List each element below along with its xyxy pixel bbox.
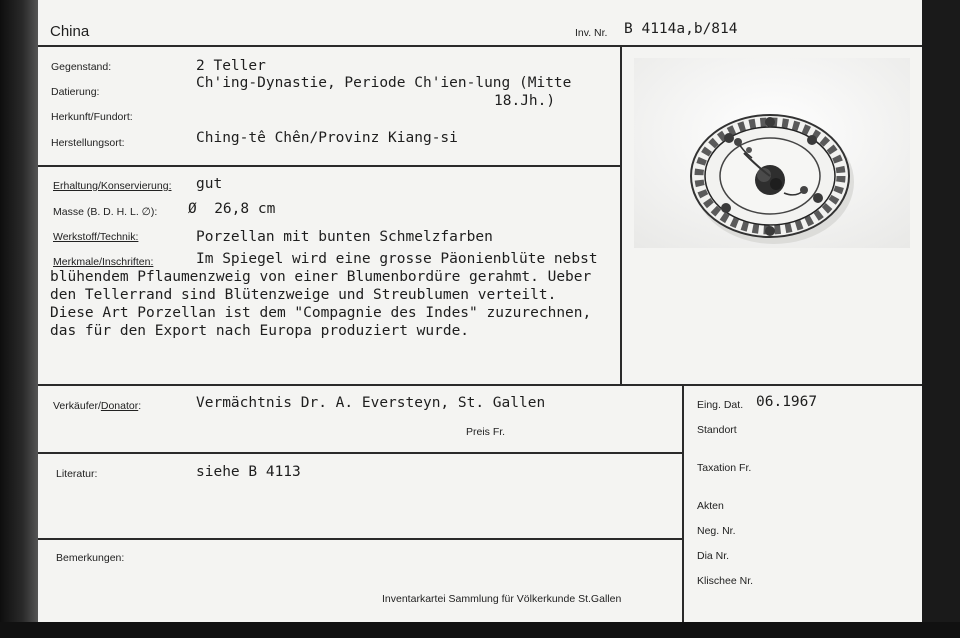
datierung-label: Datierung: [51, 86, 100, 98]
merkmale-line2: blühendem Pflaumenzweig von einer Blumenbordüre gerahmt. Ueber [50, 269, 592, 285]
gegenstand-value: 2 Teller [196, 58, 266, 74]
plate-image [634, 58, 910, 248]
plate-photograph [634, 58, 910, 248]
verkaeufer-value: Vermächtnis Dr. A. Eversteyn, St. Gallen [196, 395, 546, 411]
photo-divider [620, 45, 622, 385]
klischee-nr-label: Klischee Nr. [697, 575, 754, 587]
card-bottom-edge [0, 622, 960, 638]
section-divider-1 [38, 165, 622, 167]
neg-nr-label: Neg. Nr. [697, 525, 736, 537]
herstellungsort-label: Herstellungsort: [51, 137, 125, 149]
header-divider [38, 45, 922, 47]
literatur-value: siehe B 4113 [196, 464, 301, 480]
standort-label: Standort [697, 424, 737, 436]
werkstoff-label: Werkstoff/Technik: [53, 231, 139, 243]
taxation-label: Taxation Fr. [697, 462, 752, 474]
card-footer: Inventarkartei Sammlung für Völkerkunde St.Gallen [382, 593, 622, 605]
gegenstand-label: Gegenstand: [51, 61, 112, 73]
merkmale-line4: Diese Art Porzellan ist dem "Compagnie des Indes" zuzurechnen, [50, 305, 592, 321]
merkmale-line1: Im Spiegel wird eine grosse Päonienblüte nebst [196, 251, 598, 267]
dia-nr-label: Dia Nr. [697, 550, 730, 562]
eing-dat-label: Eing. Dat. [697, 399, 744, 411]
section-divider-3 [38, 452, 684, 454]
literatur-label: Literatur: [56, 468, 98, 480]
inv-nr-value: B 4114a,b/814 [624, 21, 738, 37]
verkaeufer-label: Verkäufer/Donator: [53, 400, 142, 412]
merkmale-label: Merkmale/Inschriften: [53, 256, 154, 268]
card-left-edge [0, 0, 38, 638]
region-title: China [50, 23, 90, 40]
section-divider-4 [38, 538, 684, 540]
card-right-edge [922, 0, 960, 638]
masse-label: Masse (B. D. H. L. ∅): [53, 206, 158, 218]
inv-nr-label: Inv. Nr. [575, 27, 608, 39]
datierung-value-line1: Ch'ing-Dynastie, Periode Ch'ien-lung (Mitte [196, 75, 572, 91]
eing-dat-value: 06.1967 [756, 394, 818, 410]
erhaltung-value: gut [196, 176, 223, 192]
herkunft-label: Herkunft/Fundort: [51, 111, 133, 123]
preis-label: Preis Fr. [466, 426, 506, 438]
akten-label: Akten [697, 500, 724, 512]
herstellungsort-value: Ching-tê Chên/Provinz Kiang-si [196, 130, 458, 146]
datierung-value-line2: 18.Jh.) [494, 93, 556, 109]
merkmale-line5: das für den Export nach Europa produziert wurde. [50, 323, 470, 339]
bemerkungen-label: Bemerkungen: [56, 552, 125, 564]
werkstoff-value: Porzellan mit bunten Schmelzfarben [196, 229, 493, 245]
masse-value: Ø 26,8 cm [188, 201, 276, 217]
section-divider-2 [38, 384, 922, 386]
erhaltung-label: Erhaltung/Konservierung: [53, 180, 172, 192]
side-column-divider [682, 384, 684, 622]
merkmale-line3: den Tellerrand sind Blütenzweige und Streublumen verteilt. [50, 287, 557, 303]
